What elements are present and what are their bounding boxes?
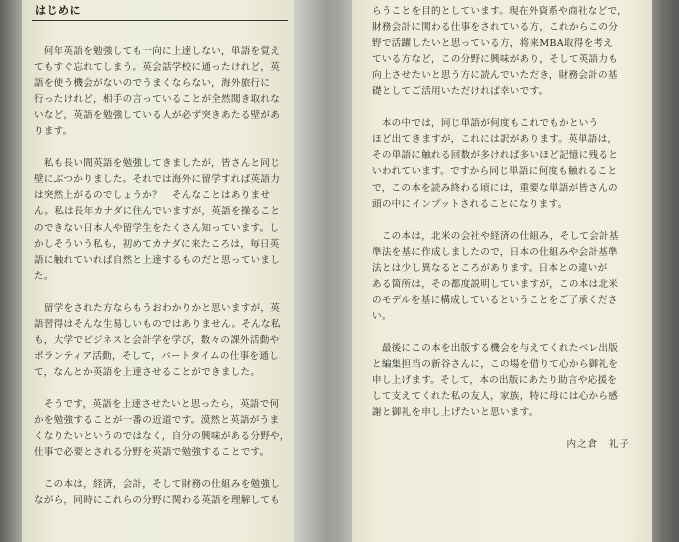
text-line: 語に触れていれば自然と上達するものだと思っていまし [34,254,281,266]
paragraph-gap [34,461,290,477]
text-line: 語を使う機会がないのでうまくならない，海外旅行に [34,78,271,90]
text-line: ボランティア活動，そして，パートタイムの仕事を通し [34,350,279,362]
text-line: かしそういう私も，初めてカナダに来たころは，毎日英 [34,238,280,250]
text-line: て，なんとか英語を上達させることができました。 [34,366,261,378]
text-line: くなりたいというのではなく，自分の興味がある分野や， [34,431,290,443]
page-stack-left [0,0,22,542]
text-line: 準法を基に作成しましたので，日本の仕組みや会計基準 [372,246,618,258]
author-signature: 内之倉 礼子 [566,439,630,451]
text-line: らうことを目的としています。現在外資系や商社などで， [372,6,627,17]
text-line: 留学をされた方ならもうおわかりかと思いますが，英 [34,302,281,314]
text-line: 最後にこの本を出版する機会を与えてくれたベレ出版 [372,342,619,354]
text-line: ている方など，この分野に興味があり，そして英語力も [372,54,619,66]
text-line: と編集担当の新谷さんに，この場を借りて心から御礼を [372,359,619,371]
paragraph-gap [34,381,290,397]
text-line: も，大学でビジネスと会計学を学び，数々の課外活動や [34,334,280,346]
paragraph-gap [34,140,290,156]
text-line: 壁にぶつかりました。それでは海外に留学すれば英語力 [34,174,281,186]
text-line: 頭の中にインプットされることになります。 [372,198,568,210]
paragraph-gap [372,421,642,437]
left-page [22,0,294,542]
paragraph-gap [372,213,642,229]
text-line: かを勉強することが一番の近道です。漠然と英語がうま [34,415,280,427]
text-line: 向上させたいと思う方に読んでいただき，財務会計の基 [372,70,618,82]
text-line: のモデルを基に構成しているということをご了承くださ [372,294,618,306]
paragraph-gap [34,285,290,301]
paragraph-gap [372,100,642,116]
text-line: い。 [372,310,392,322]
text-line: は突然上がるのでしょうか？ そんなことはありませ [34,190,271,202]
page-stack-right [652,0,679,542]
text-line: 本の中では，同じ単語が何度もこれでもかという [372,118,599,130]
text-line: ある箇所は，その都度説明していますが，この本は北米 [372,278,619,290]
text-line: ほど出てきますが，これには訳があります。英単語は， [372,134,618,146]
text-line: 語習得はそんな生易しいものではありません。そんな私 [34,318,281,330]
text-line: のできない日本人や留学生をたくさん知っています。し [34,222,280,234]
text-line: てもすぐ忘れてしまう。英会話学校に通ったけれど，英 [34,62,281,74]
text-line: この本は，経済，会計，そして財務の仕組みを勉強し [34,479,281,491]
right-page-text [372,4,642,453]
text-line: いなど，英語を勉強している人が必ず突きあたる壁があ [34,110,281,122]
text-line: 申し上げます。そして，本の出版にあたり助言や応援を [372,375,618,387]
text-line: で，この本を読み終わる頃には，重要な単語が皆さんの [372,182,618,194]
text-line: ながら，同時にこれらの分野に関わる英語を理解しても [34,495,281,507]
text-line: この本は，北米の会社や経済の仕組み，そして会計基 [372,230,619,242]
text-line: 私も長い間英語を勉強してきましたが，皆さんと同じ [34,158,281,170]
text-line: 法とは少し異なるところがあります。日本との違いが [372,262,608,274]
text-line: 野で活躍したいと思っている方，将来MBA取得を考え [372,38,614,50]
text-line: 何年英語を勉強しても一向に上達しない，単語を覚え [34,46,281,57]
heading-block [32,3,292,21]
text-line: そうです，英語を上達させたいと思ったら，英語で何 [34,399,280,411]
text-line: 行ったけれど，相手の言っていることが全然聞き取れな [34,94,281,106]
right-page [352,0,652,542]
text-line: た。 [34,270,54,282]
text-line: 礎としてご活用いただければ幸いです。 [372,86,549,98]
paragraph-gap [372,325,642,341]
heading-underline [32,20,288,21]
text-line: ん。私は長年カナダに住んでいますが，英語を操ること [34,206,281,218]
text-line: ります。 [34,126,73,138]
text-line: 財務会計に関わる仕事をされている方，これからこの分 [372,22,619,34]
text-line: いわれています。ですから同じ単語に何度も触れること [372,166,618,178]
text-line: して支えてくれた私の友人，家族，特に母には心から感 [372,391,619,403]
text-line: 謝と御礼を申し上げたいと思います。 [372,407,539,419]
text-line: その単語に触れる回数が多ければ多いほど記憶に残ると [372,150,619,162]
book-spine-shadow [294,0,352,542]
left-page-text [34,44,290,509]
chapter-heading: はじめに [35,4,81,17]
text-line: 仕事で必要とされる分野を英語で勉強することです。 [34,447,270,459]
